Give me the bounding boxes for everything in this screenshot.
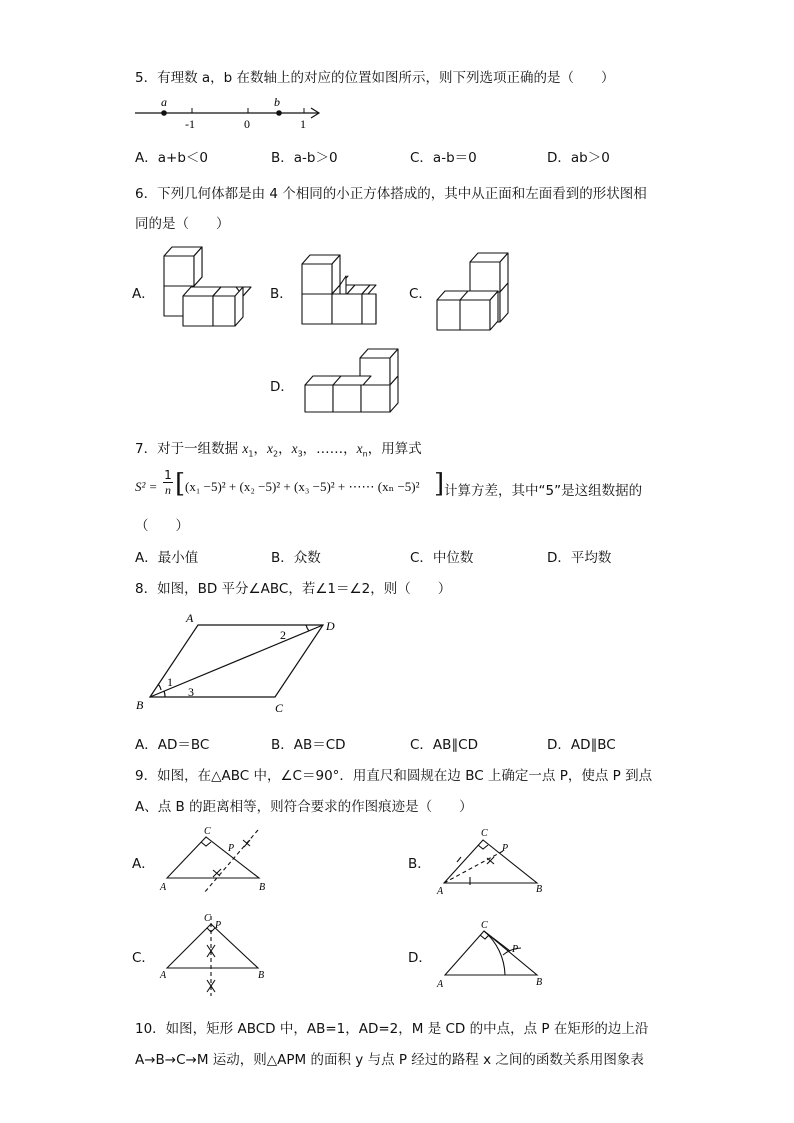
q7-stem-prefix: 7．对于一组数据 — [135, 441, 239, 457]
vertex-b: B — [136, 698, 144, 712]
q8-option-a[interactable]: A．AD＝BC — [135, 737, 210, 753]
q9b-a: A — [437, 886, 444, 897]
vertex-a: A — [186, 611, 194, 625]
q5-option-c[interactable]: C．a-b＝0 — [410, 150, 477, 166]
q9d-c: C — [481, 920, 488, 931]
q7-stem-suffix: ，用算式 — [367, 441, 422, 457]
q7-option-b[interactable]: B．众数 — [271, 550, 321, 566]
q9-figure-b — [444, 840, 537, 885]
q7-stem-line1: 7．对于一组数据 $x_1$，$x_2$，$x_3$，……，$x_n$，用算式 — [135, 441, 422, 459]
q9a-c: C — [204, 826, 211, 837]
q7-option-d[interactable]: D．平均数 — [547, 550, 612, 566]
q9c-c: C — [204, 913, 211, 924]
q7-xn-sub: n — [362, 449, 368, 459]
q7-dots: …… — [316, 441, 344, 457]
q9-figure-d — [445, 931, 537, 975]
q7-bracket-left: [ — [175, 469, 186, 499]
q5-option-d[interactable]: D．ab＞0 — [547, 150, 610, 166]
q7-x1: x — [242, 441, 249, 456]
vertex-d: D — [326, 619, 335, 633]
q9-stem-line1: 9．如图，在△ABC 中，∠C＝90°．用直尺和圆规在边 BC 上确定一点 P，使点 P 到点 — [135, 768, 653, 784]
label-b: b — [274, 95, 280, 109]
q7-x1-sub: 1 — [248, 449, 254, 459]
q9b-p: P — [502, 843, 509, 854]
q9-option-b[interactable]: B． — [408, 856, 431, 872]
q9c-p: P — [215, 920, 222, 931]
q8-option-c[interactable]: C．AB∥CD — [410, 737, 478, 753]
q9d-p: P — [512, 944, 519, 955]
q9-option-a[interactable]: A． — [132, 856, 155, 872]
q9d-a: A — [437, 979, 444, 990]
q6-option-b[interactable]: B． — [270, 286, 293, 302]
q5-stem: 5．有理数 a，b 在数轴上的对应的位置如图所示，则下列选项正确的是（ ） — [135, 70, 615, 86]
q7-x3-sub: 3 — [297, 449, 303, 459]
q9d-b: B — [536, 977, 543, 988]
q6-stem-line1: 6．下列几何体都是由 4 个相同的小正方体搭成的，其中从正面和左面看到的形状图相 — [135, 186, 647, 202]
q5-option-b[interactable]: B．a-b＞0 — [271, 150, 338, 166]
q9-option-d[interactable]: D． — [408, 950, 432, 966]
q7-option-c[interactable]: C．中位数 — [410, 550, 474, 566]
label-a: a — [161, 95, 167, 109]
q6-stem-line2: 同的是（ ） — [135, 216, 230, 232]
q7-formula-body: (x₁ −5)² + (x₂ −5)² + (x₃ −5)² + ⋯⋯ (xₙ −5)² — [185, 479, 420, 494]
q9a-p: P — [228, 843, 235, 854]
q8-option-d[interactable]: D．AD∥BC — [547, 737, 616, 753]
q5-option-a[interactable]: A．a+b＜0 — [135, 150, 208, 166]
tick-1: 1 — [300, 117, 306, 131]
q7-xn: x — [356, 441, 363, 456]
angle-3: 3 — [188, 685, 194, 699]
vertex-c: C — [275, 701, 284, 715]
q6-option-c[interactable]: C． — [409, 286, 432, 302]
q10-stem-line1: 10．如图，矩形 ABCD 中，AB=1，AD=2，M 是 CD 的中点，点 P 在矩形的边上沿 — [135, 1021, 649, 1037]
q7-option-a[interactable]: A．最小值 — [135, 550, 199, 566]
q9-figure-c — [167, 916, 258, 996]
q8-stem: 8．如图，BD 平分∠ABC，若∠1＝∠2，则（ ） — [135, 581, 452, 597]
q9a-b: B — [259, 882, 266, 893]
q7-stem-line3: （ ） — [135, 518, 189, 534]
q9b-b: B — [536, 884, 543, 895]
q7-frac-den: n — [165, 483, 171, 497]
q6-option-a[interactable]: A． — [132, 286, 155, 302]
tick-neg1: -1 — [185, 117, 195, 131]
q9-stem-line2: A、点 B 的距离相等，则符合要求的作图痕迹是（ ） — [135, 799, 473, 815]
q9c-b: B — [258, 970, 265, 981]
angle-1: 1 — [167, 675, 173, 689]
q10-stem-line2: A→B→C→M 运动，则△APM 的面积 y 与点 P 经过的路程 x 之间的函数关系用图象表 — [135, 1052, 644, 1068]
q7-x3: x — [291, 441, 298, 456]
q7-formula-lhs: S² = — [135, 479, 158, 494]
q9c-a: A — [160, 970, 167, 981]
q7-x2: x — [266, 441, 273, 456]
q7-bracket-right: ] — [434, 469, 445, 499]
q7-frac-num: 1 — [164, 468, 172, 482]
q7-x2-sub: 2 — [272, 449, 279, 459]
q6-option-d[interactable]: D． — [270, 379, 294, 395]
q9-option-c[interactable]: C． — [132, 950, 155, 966]
tick-0: 0 — [244, 117, 250, 131]
angle-2: 2 — [280, 628, 286, 642]
q8-option-b[interactable]: B．AB＝CD — [271, 737, 346, 753]
q9-figure-a — [167, 830, 259, 893]
q9b-c: C — [481, 828, 488, 839]
q9a-a: A — [160, 882, 167, 893]
q7-stem-line2: 计算方差，其中“5”是这组数据的 — [444, 483, 643, 499]
